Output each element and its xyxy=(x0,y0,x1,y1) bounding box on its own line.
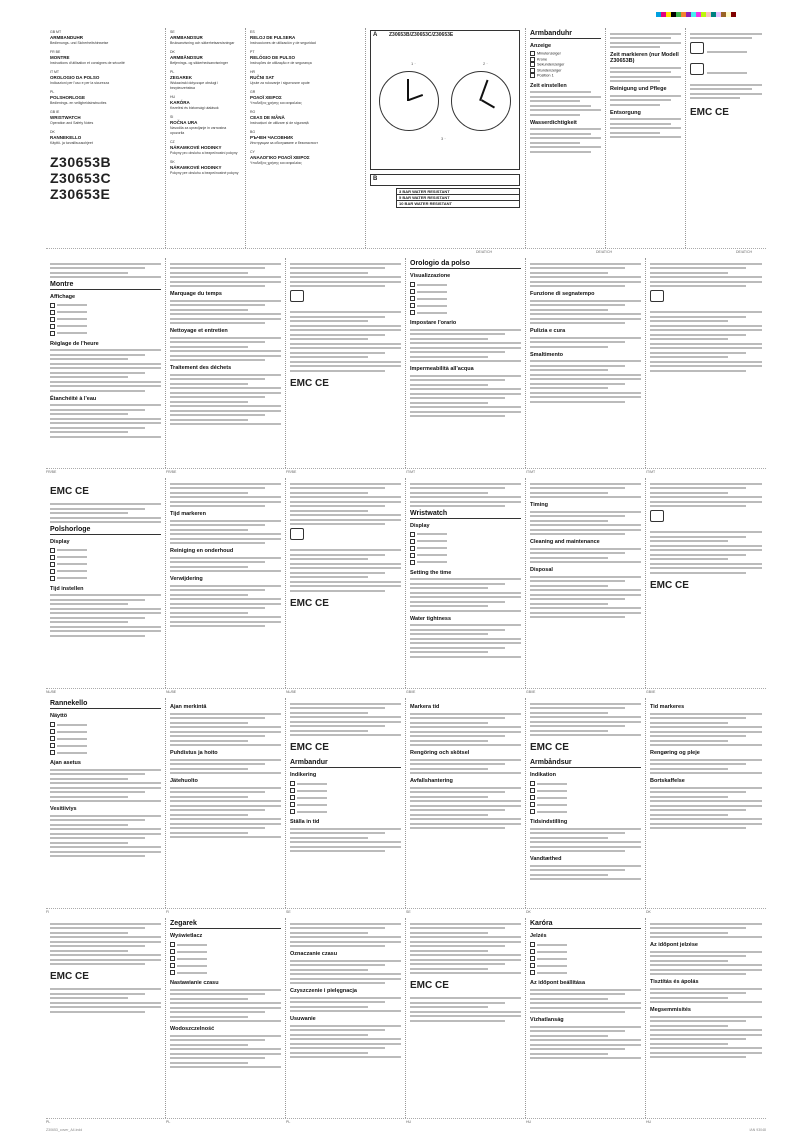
section-heading: Wyświetlacz xyxy=(170,933,203,939)
manual-page-panel xyxy=(286,918,406,1118)
section-heading: Rengøring og pleje xyxy=(650,750,700,756)
manual-page-panel xyxy=(166,478,286,688)
figure-a: A Z30653B/Z30653C/Z30653E 1 · 2 · 3 · xyxy=(370,30,520,170)
section-heading: Nettoyage et entretien xyxy=(170,328,228,334)
watch-face-left xyxy=(379,71,439,131)
section-heading: Ställa in tid xyxy=(290,819,320,825)
cover-row xyxy=(46,28,766,248)
manual-page-panel xyxy=(406,918,526,1118)
ce-mark: EMC CE xyxy=(650,579,689,591)
cover-col-1 xyxy=(46,28,166,248)
section-heading: Rengöring och skötsel xyxy=(410,750,470,756)
section-heading: Étanchéité à l'eau xyxy=(50,395,97,402)
section-heading: Nastawianie czasu xyxy=(170,980,219,986)
page-title: Rannekello xyxy=(50,700,161,709)
model-b: Z30653B xyxy=(50,154,112,170)
ce-mark: EMC CE xyxy=(690,107,729,118)
section-heading: Tijd instellen xyxy=(50,585,84,592)
page-title: Zegarek xyxy=(170,920,281,929)
section-heading: Näyttö xyxy=(50,713,68,719)
cover-language-entry: BG РЪЧЕН ЧАСОВНИК Инструкции за обслужване и безопасност xyxy=(250,130,318,145)
section-heading: Czyszczenie i pielęgnacja xyxy=(290,988,357,994)
section-heading: Cleaning and maintenance xyxy=(530,539,600,545)
section-heading: Impostare l'orario xyxy=(410,320,457,326)
page-title: Armbandur xyxy=(290,759,401,768)
model-e: Z30653E xyxy=(50,186,111,202)
page-title: Armbåndsur xyxy=(530,759,641,768)
section-heading: Tijd markeren xyxy=(170,511,206,517)
section-heading: Pulizia e cura xyxy=(530,328,566,334)
cover-language-entry: PT RELÓGIO DE PULSO Instruções de utilização e de segurança xyxy=(250,50,312,65)
manual-page-panel xyxy=(646,698,766,908)
cover-figure-panel xyxy=(366,28,526,248)
cover-language-entry: PL ZEGAREK Wskazówki dotyczące obsługi i bezpieczeństwa xyxy=(170,70,219,90)
manual-page-panel xyxy=(526,918,646,1118)
section-heading: Display xyxy=(410,522,430,529)
cover-language-entry: SE ARMBANDSUR Bruksanvisning och säkerhetsanvisningar xyxy=(170,30,235,45)
ce-mark: EMC CE xyxy=(290,742,329,753)
section-heading: Bortskaffelse xyxy=(650,778,685,784)
de-manual-col-3 xyxy=(686,28,766,248)
cover-language-entry: FR BE MONTRE Instructions d'utilisation et consignes de sécurité xyxy=(50,50,125,65)
cover-language-entry: PL POLSHORLOGE Bedienings- en veiligheidsinstructies xyxy=(50,90,107,105)
section-heading: Indikation xyxy=(530,772,556,778)
manual-page-panel xyxy=(646,478,766,688)
manual-page-panel xyxy=(526,478,646,688)
figure-b: B xyxy=(370,174,520,186)
section-heading: Reiniging en onderhoud xyxy=(170,548,234,554)
manual-page-panel xyxy=(166,698,286,908)
section-heading: Indikering xyxy=(290,772,317,778)
manual-page-panel xyxy=(406,698,526,908)
row-nl-gb xyxy=(46,478,766,688)
manual-page-panel xyxy=(526,698,646,908)
section-heading: Az időpont jelzése xyxy=(650,942,698,948)
section-heading: Smaltimento xyxy=(530,351,564,358)
cover-col-2 xyxy=(166,28,246,248)
section-heading: Jelzés xyxy=(530,933,547,939)
de-manual-col-2: Zeit markieren (nur Modell Z30653B) Reinigung und Pflege Entsorgung xyxy=(606,28,686,248)
cover-language-entry: IT MT OROLOGIO DA POLSO Indicazioni per l'uso e per la sicurezza xyxy=(50,70,110,85)
manual-page-panel xyxy=(406,258,526,468)
manual-page-panel xyxy=(166,258,286,468)
section-heading: Az időpont beállítása xyxy=(530,980,586,986)
section-heading: Tid markeres xyxy=(650,704,685,710)
watch-face-right xyxy=(451,71,511,131)
section-heading: Oznaczanie czasu xyxy=(290,951,338,957)
section-heading: Timing xyxy=(530,502,548,508)
manual-page-panel xyxy=(46,918,166,1118)
section-heading: Réglage de l'heure xyxy=(50,340,99,347)
section-heading: Vandtæthed xyxy=(530,856,562,862)
cover-language-entry: CY ΑΝΑΛΟΓΙΚΟ ΡΟΛΟΪ ΧΕΙΡΟΣ Υποδείξεις χρήσης και ασφαλείας xyxy=(250,150,310,165)
water-resistance-table xyxy=(396,188,520,208)
cover-language-entry: DK RANNEKELLO Käyttö- ja turvallisuusohjeet xyxy=(50,130,93,145)
manual-page-panel xyxy=(406,478,526,688)
section-heading: Ajan asetus xyxy=(50,760,81,766)
cover-language-entry: DK ARMBÅNDSUR Betjenings- og sikkerhedsanvisninger xyxy=(170,50,228,65)
cover-language-entry: GB IE WRISTWATCH Operation and Safety Notes xyxy=(50,110,94,125)
section-heading: Megsemmisítés xyxy=(650,1007,691,1013)
section-heading: Water tightness xyxy=(410,615,452,622)
section-heading: Affichage xyxy=(50,293,76,300)
section-heading: Impermeabilità all'acqua xyxy=(410,366,474,372)
page-title: Polshorloge xyxy=(50,526,161,535)
ce-mark: EMC CE xyxy=(290,597,329,609)
manual-page-panel xyxy=(46,258,166,468)
ce-mark: EMC CE xyxy=(410,980,449,991)
section-heading: Ajan merkintä xyxy=(170,704,207,710)
display-item: Minutenzeiger xyxy=(530,51,601,57)
page-title: Karóra xyxy=(530,920,641,929)
section-heading: Verwijdering xyxy=(170,576,203,582)
cover-language-entry: HR RUČNI SAT Upute za rukovanje i sigurnosne upute xyxy=(250,70,310,85)
section-heading: Vesitiiviys xyxy=(50,806,77,812)
manual-page-panel xyxy=(166,918,286,1118)
print-ian-footer: IAN 93048 xyxy=(749,1128,766,1132)
row-pl-hu xyxy=(46,918,766,1118)
display-item: Stundenzeiger xyxy=(530,68,601,74)
section-heading: Funzione di segnatempo xyxy=(530,291,595,297)
wr-row-10bar: 10 BAR WATER RESISTANT xyxy=(399,201,452,206)
ce-mark: EMC CE xyxy=(290,377,329,389)
wr-row-3bar: 3 BAR WATER RESISTANT xyxy=(397,189,519,195)
ce-mark: EMC CE xyxy=(530,742,569,753)
section-heading: Tidsindstilling xyxy=(530,819,568,825)
cover-language-entry: GB MT ARMBANDUHR Bedienungs- und Sicherheitshinweise xyxy=(50,30,109,45)
ce-mark: EMC CE xyxy=(50,971,89,982)
cover-language-entry: HU KARÓRA Kezelési és biztonsági utalások xyxy=(170,95,219,110)
ce-mark: EMC CE xyxy=(50,486,89,497)
cover-language-entry: GR ΡΟΛΟΪ ΧΕΙΡΟΣ Υποδείξεις χρήσης και ασφαλείας xyxy=(250,90,302,105)
row-fi-se-dk xyxy=(46,698,766,908)
section-heading: Puhdistus ja hoito xyxy=(170,750,218,756)
page-title: Wristwatch xyxy=(410,510,521,519)
model-c: Z30653C xyxy=(50,170,112,186)
section-heading: Traitement des déchets xyxy=(170,365,232,371)
section-heading: Markera tid xyxy=(410,704,440,710)
manual-page-panel xyxy=(46,698,166,908)
de-manual-col-1: Armbanduhr Anzeige Minutenzeiger Krone Sekundenzeiger Stundenzeiger Position 1 Zeit einstellen Wasserdichtigkeit xyxy=(526,28,606,248)
page-title: Montre xyxy=(50,281,161,290)
cover-language-entry: RO CEAS DE MÂNĂ Instrucțiuni de utilizare și de siguranță xyxy=(250,110,309,125)
row4-footer: FI FI SE SE DK DK xyxy=(46,908,766,916)
row1-footer: DE/AT/CH DE/AT/CH DE/AT/CH xyxy=(46,248,766,256)
manual-page-panel xyxy=(46,478,166,688)
wr-row-5bar: 5 BAR WATER RESISTANT xyxy=(397,195,519,201)
row2-footer: FR/BE FR/BE FR/BE IT/MT IT/MT IT/MT xyxy=(46,468,766,476)
section-heading: Marquage du temps xyxy=(170,291,222,297)
cover-language-entry: SI ROČNA URA Navodila za upravljanje in varnostna opozorila xyxy=(170,115,227,135)
cover-col-3 xyxy=(246,28,366,248)
manual-page-panel xyxy=(646,918,766,1118)
cover-language-entry: CZ NÁRAMKOVÉ HODINKY Pokyny pro obsluhu a bezpečnostní pokyny xyxy=(170,140,238,155)
section-heading: Usuwanie xyxy=(290,1016,316,1022)
color-swatch-bar xyxy=(656,12,736,17)
section-heading: Jätehuolto xyxy=(170,778,198,784)
row-fr-it xyxy=(46,258,766,468)
section-heading: Disposal xyxy=(530,567,553,573)
figure-title: Z30653B/Z30653C/Z30653E xyxy=(389,32,454,38)
manual-page-panel xyxy=(286,258,406,468)
manual-page-panel xyxy=(286,478,406,688)
manual-sheet xyxy=(46,10,766,1130)
cover-language-entry: ES RELOJ DE PULSERA Instrucciones de utilización y de seguridad xyxy=(250,30,316,45)
display-item: Position 1 xyxy=(530,73,601,79)
manual-page-panel xyxy=(526,258,646,468)
section-heading: Avfallshantering xyxy=(410,778,453,784)
row3-footer: NL/BE NL/BE NL/BE GB/IE GB/IE GB/IE xyxy=(46,688,766,696)
display-item: Krone xyxy=(530,57,601,63)
section-heading: Visualizzazione xyxy=(410,273,451,279)
print-file-footer: Z30653_cover_A4.indd xyxy=(46,1128,83,1132)
cover-language-entry: SK NÁRAMKOVÉ HODINKY Pokyny pre obsluhu a bezpečnostné pokyny xyxy=(170,160,239,175)
row5-footer: PL PL PL HU HU HU xyxy=(46,1118,766,1126)
display-item: Sekundenzeiger xyxy=(530,62,601,68)
manual-page-panel xyxy=(646,258,766,468)
page-title: Orologio da polso xyxy=(410,260,521,269)
section-heading: Tisztítás és ápolás xyxy=(650,979,699,985)
section-heading: Vízhatlanság xyxy=(530,1017,564,1023)
section-heading: Wodoszczelność xyxy=(170,1026,215,1032)
de-manual-title: Armbanduhr xyxy=(530,30,601,39)
section-heading: Setting the time xyxy=(410,569,452,576)
manual-page-panel xyxy=(286,698,406,908)
section-heading: Display xyxy=(50,538,70,545)
